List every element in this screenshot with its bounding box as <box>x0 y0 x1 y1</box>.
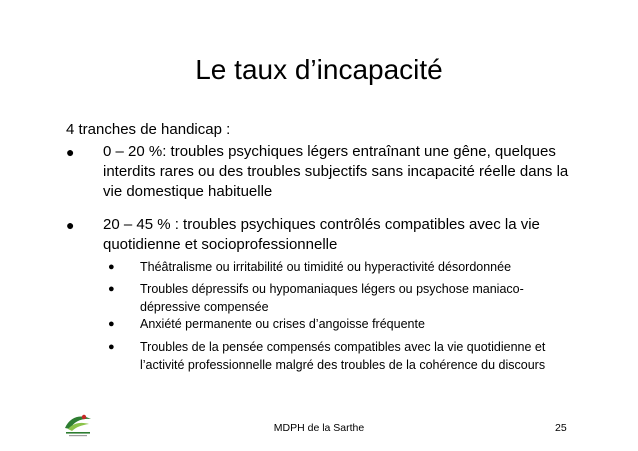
footer-text: MDPH de la Sarthe <box>273 422 365 434</box>
bullet-text: 20 – 45 % : troubles psychiques contrôlés compatibles avec la vie quotidienne et socioprofessionnelle <box>103 216 540 253</box>
bullet-marker-icon: ● <box>66 217 75 233</box>
bullet-text: 0 – 20 %: troubles psychiques légers entraînant une gêne, quelques interdits rares ou des troubles subjectifs sans incapacité réelle dans la vie domestique habituelle <box>103 143 569 200</box>
sub-bullet-text: Troubles de la pensée compensés compatibles avec la vie quotidienne et l’activité professionnelle malgré des troubles de la cohérence du discours <box>140 340 546 372</box>
page-number: 25 <box>555 422 567 434</box>
sub-bullet-marker-icon: ● <box>108 318 115 330</box>
sub-bullet-text: Troubles dépressifs ou hypomaniaques légers ou psychose maniaco-dépressive compensée <box>140 282 524 314</box>
sub-bullet-marker-icon: ● <box>108 261 115 273</box>
slide-title: Le taux d’incapacité <box>195 54 443 85</box>
sub-bullet-marker-icon: ● <box>108 341 115 353</box>
intro-text: 4 tranches de handicap : <box>66 121 231 138</box>
bullet-marker-icon: ● <box>66 144 75 160</box>
sub-bullet-text: Anxiété permanente ou crises d’angoisse fréquente <box>140 317 425 331</box>
sub-bullet-marker-icon: ● <box>108 283 115 295</box>
sub-bullet-text: Théâtralisme ou irritabilité ou timidité ou hyperactivité désordonnée <box>140 260 512 274</box>
